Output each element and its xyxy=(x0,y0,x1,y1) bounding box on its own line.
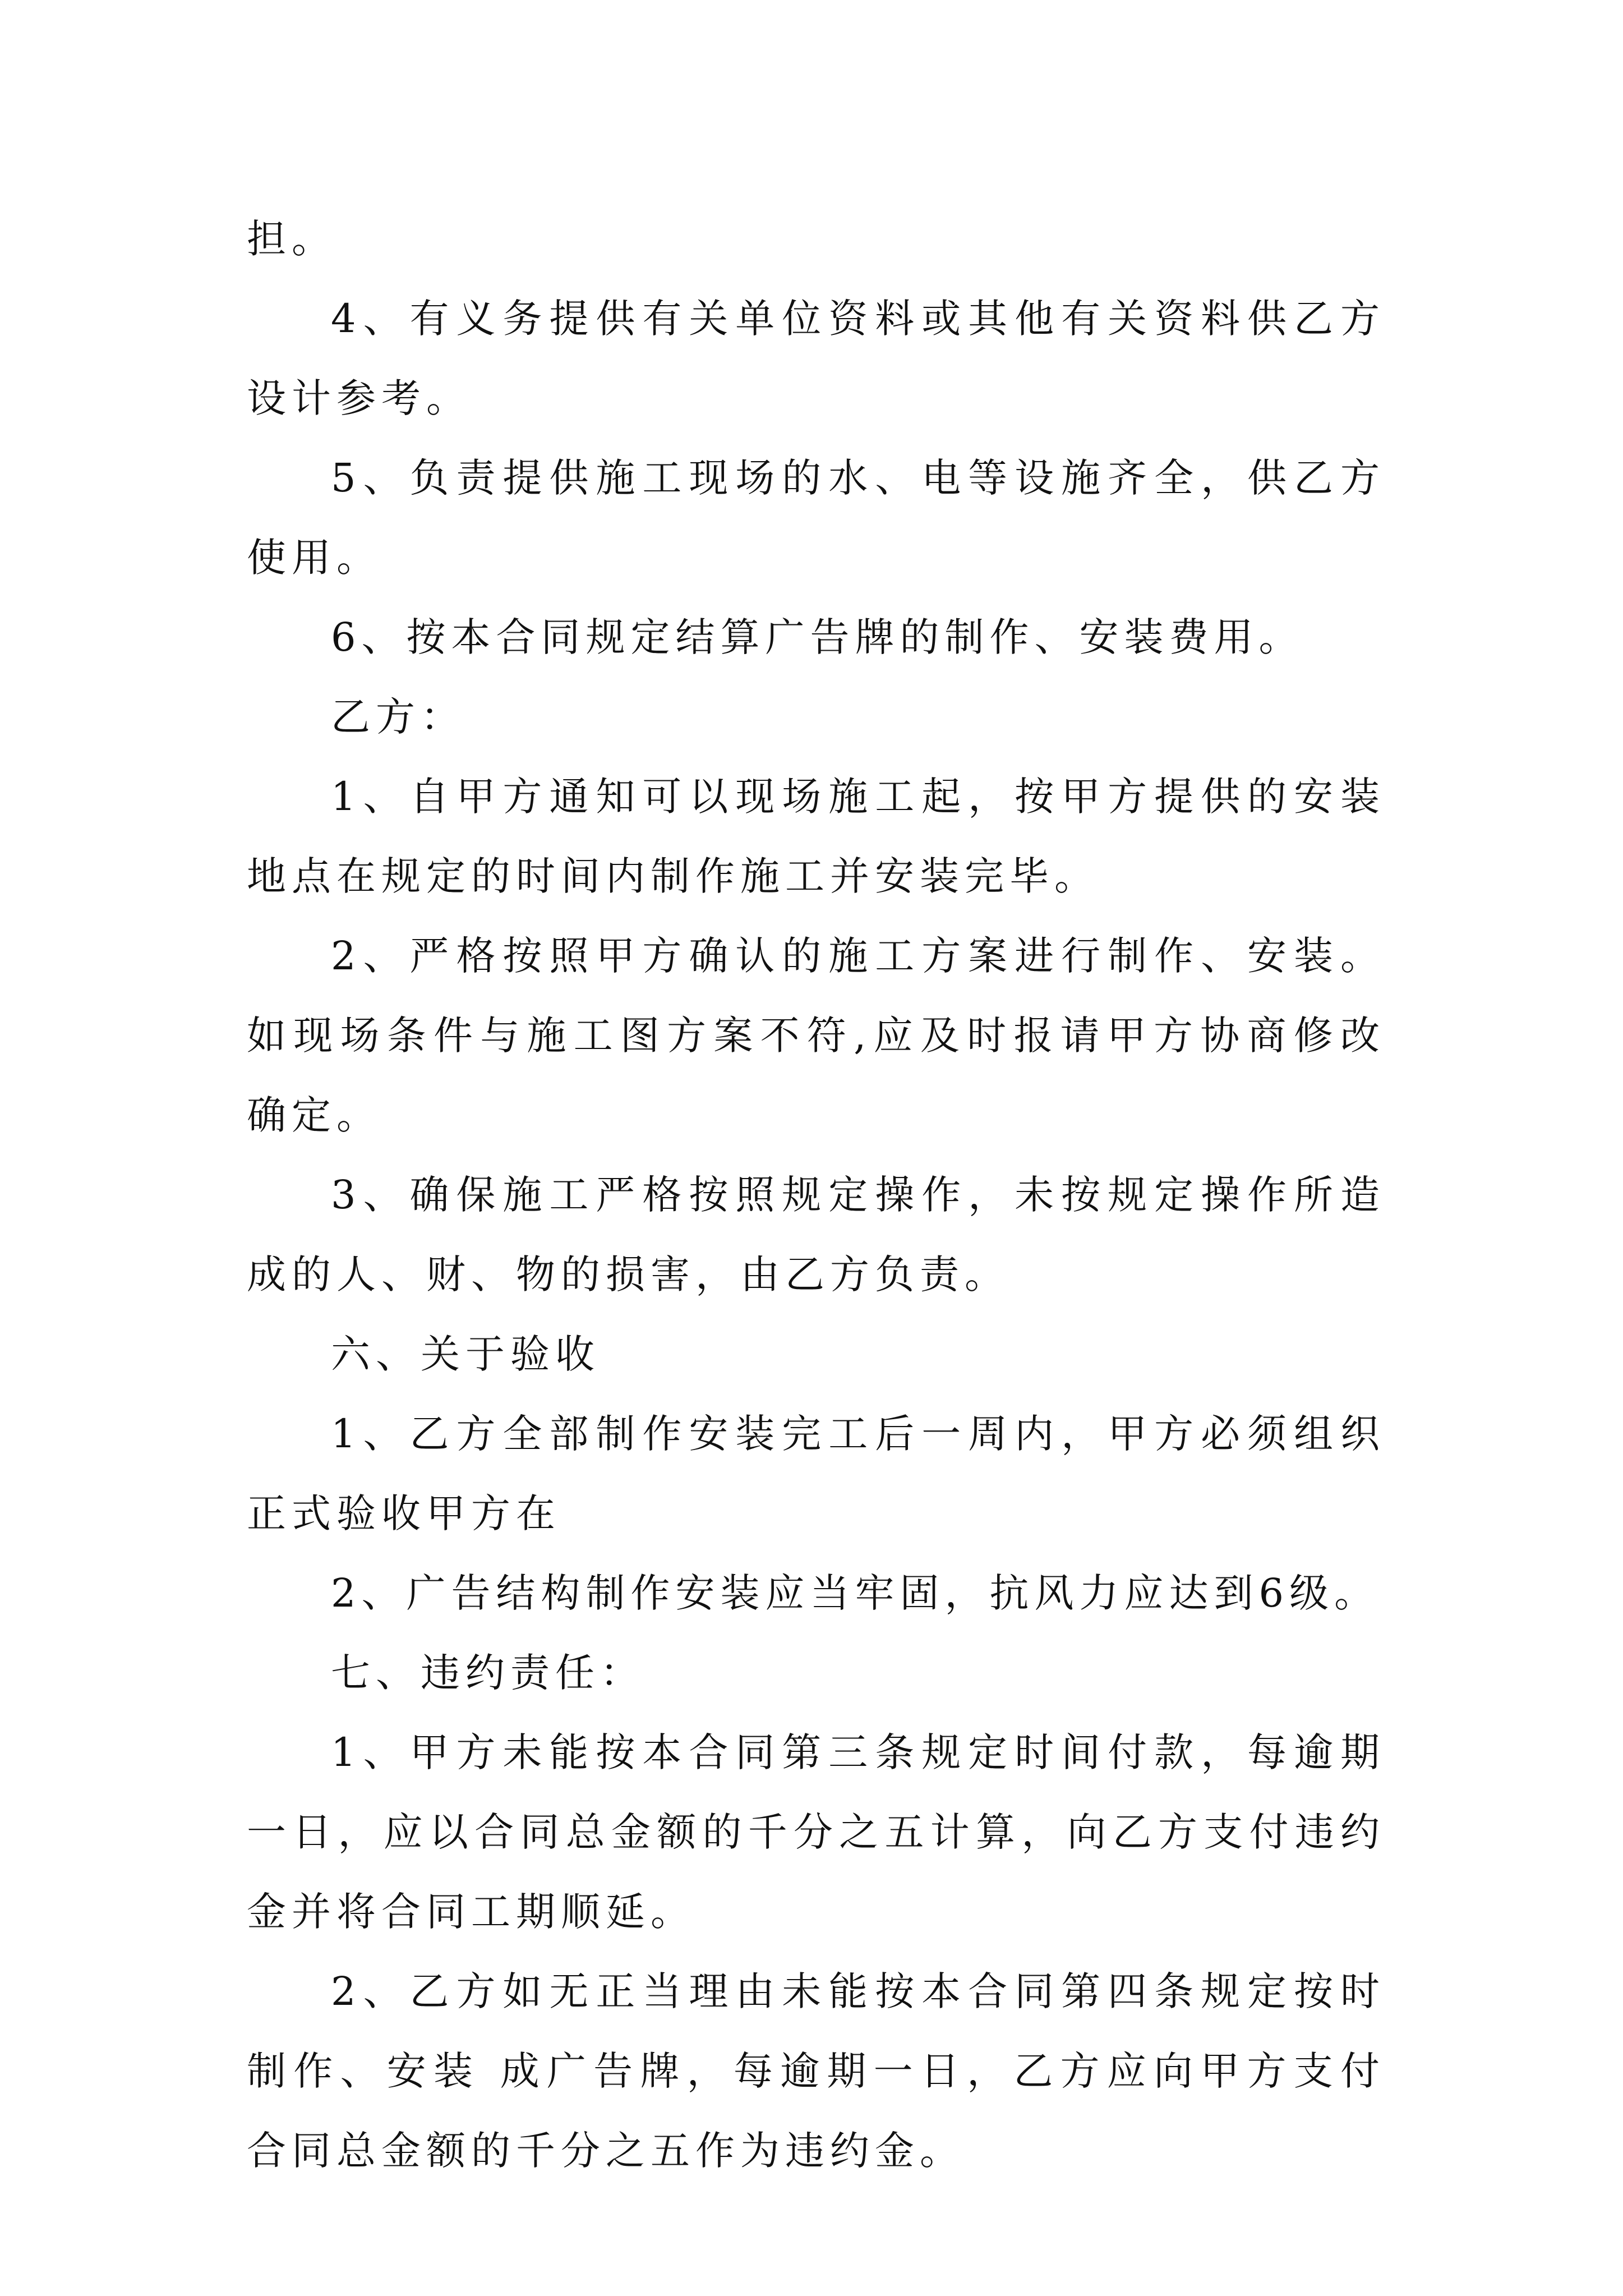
party-b-item-1: 1、自甲方通知可以现场施工起，按甲方提供的安装地点在规定的时间内制作施工并安装完毕。 xyxy=(247,774,1385,899)
liability-item-1: 1、甲方未能按本合同第三条规定时间付款，每逾期一日，应以合同总金额的千分之五计算，向乙方支付违约金并将合同工期顺延。 xyxy=(247,1729,1385,1935)
liability-item-2: 2、乙方如无正当理由未能按本合同第四条规定按时制作、安装 成广告牌，每逾期一日，乙方应向甲方支付合同总金额的千分之五作为违约金。 xyxy=(247,1968,1385,2174)
document-body xyxy=(247,199,1385,2191)
section-7-heading: 七、违约责任： xyxy=(331,1650,645,1696)
paragraph-item-6: 6、按本合同规定结算广告牌的制作、安装费用。 xyxy=(331,614,1304,660)
acceptance-item-1: 1、乙方全部制作安装完工后一周内，甲方必须组织正式验收甲方在 xyxy=(247,1411,1385,1536)
section-6-heading: 六、关于验收 xyxy=(331,1331,600,1377)
paragraph-item-4: 4、有义务提供有关单位资料或其他有关资料供乙方设计参考。 xyxy=(247,296,1385,421)
acceptance-item-2: 2、广告结构制作安装应当牢固，抗风力应达到6级。 xyxy=(331,1570,1380,1616)
party-b-item-3: 3、确保施工严格按照规定操作，未按规定操作所造成的人、财、物的损害，由乙方负责。 xyxy=(247,1172,1385,1297)
party-b-item-2: 2、严格按照甲方确认的施工方案进行制作、安装。如现场条件与施工图方案不符,应及时报请甲方协商修改确定。 xyxy=(247,933,1385,1138)
party-b-heading: 乙方： xyxy=(331,694,465,740)
paragraph-continuation: 担。 xyxy=(247,216,336,262)
paragraph-item-5: 5、负责提供施工现场的水、电等设施齐全，供乙方使用。 xyxy=(247,455,1385,581)
